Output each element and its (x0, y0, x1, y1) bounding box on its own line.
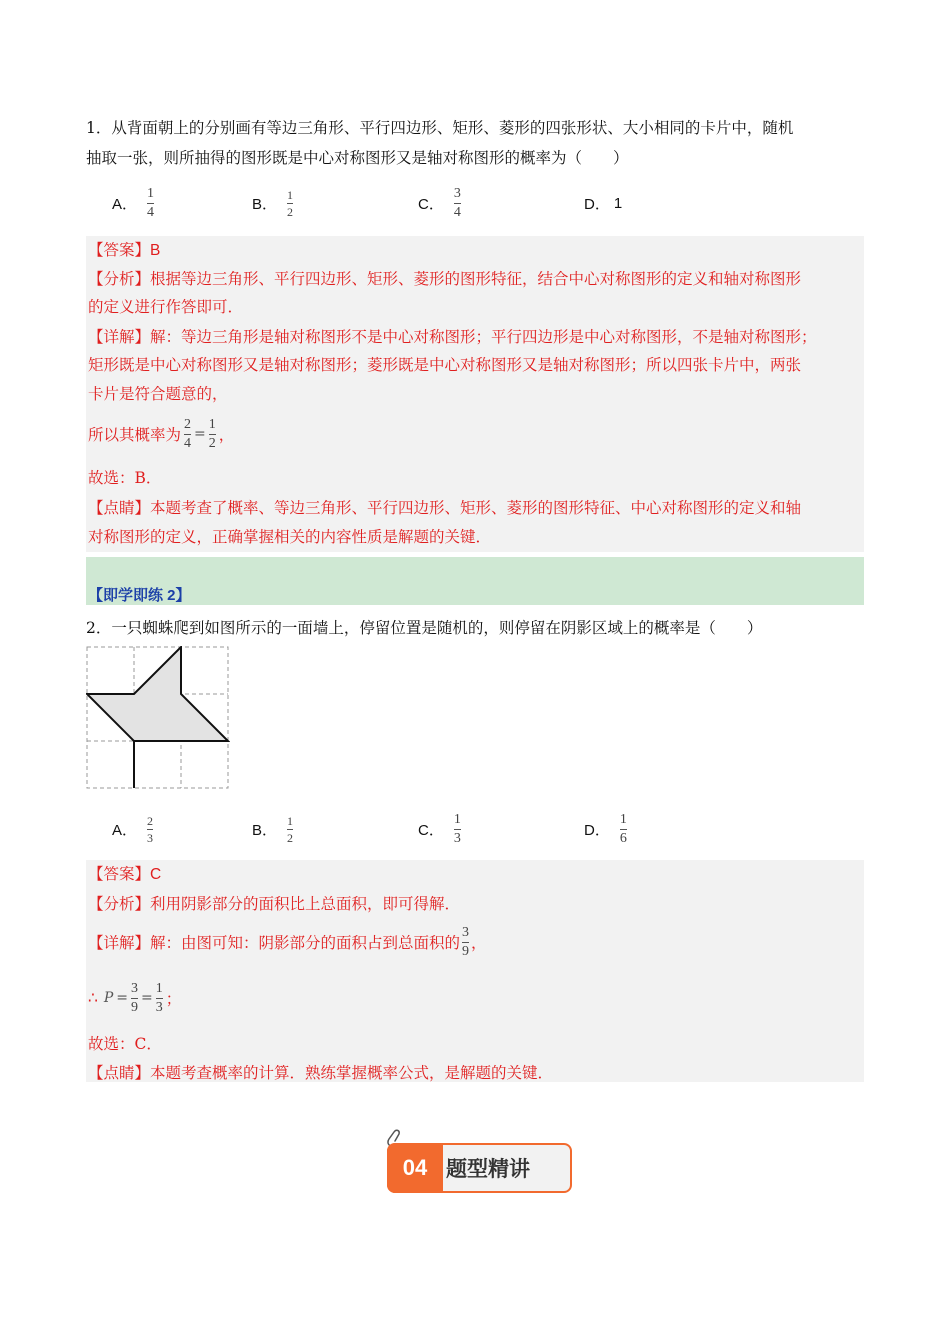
fraction-denominator: 2 (287, 830, 294, 845)
fraction-denominator: 3 (147, 830, 154, 845)
q1-option-b[interactable] (252, 181, 293, 225)
probability-suffix: ， (218, 426, 235, 444)
q2-text-line-1: 2．一只蜘蛛爬到如图所示的一面墙上，停留位置是随机的，则停留在阴影区域上的概率是（ ） (86, 619, 763, 637)
q2-answer-line (88, 862, 161, 884)
detail-text: 解：由图可知：阴影部分的面积占到总面积的 (150, 934, 461, 952)
option-label: B． (252, 195, 278, 213)
fraction-denominator: 2 (208, 435, 216, 451)
option-label: C． (418, 195, 444, 213)
comment-tag: 【点睛】 (88, 1064, 151, 1082)
analysis-tag: 【分析】 (88, 895, 151, 913)
option-fraction (454, 813, 461, 846)
fraction-numerator: 1 (147, 185, 155, 201)
fraction-denominator: 4 (147, 204, 155, 220)
fraction-denominator: 4 (453, 204, 461, 220)
detail-suffix: ， (471, 934, 487, 952)
answer-value: B (150, 242, 161, 259)
fraction-denominator: 9 (131, 999, 139, 1015)
practice-header (86, 557, 864, 605)
fraction-numerator: 1 (208, 416, 216, 432)
badge-number-block (387, 1143, 443, 1193)
fraction-numerator: 2 (147, 813, 154, 828)
q2-comment-line (88, 1061, 553, 1083)
probability-variable: P (103, 990, 114, 1006)
formula-fraction-1 (131, 982, 138, 1015)
q2-analysis-line-1 (88, 892, 460, 914)
formula-fraction-2 (156, 982, 163, 1015)
analysis-text: 利用阴影部分的面积比上总面积，即可得解． (150, 895, 461, 913)
analysis-text: 根据等边三角形、平行四边形、矩形、菱形的图形特征，结合中心对称图形的定义和轴对称图形 (150, 270, 802, 288)
option-label: A． (112, 821, 138, 839)
fraction-numerator: 3 (453, 185, 461, 201)
q1-comment-line-2: 对称图形的定义，正确掌握相关的内容性质是解题的关键． (88, 528, 492, 546)
q2-answer-box (86, 860, 864, 1082)
q1-option-c[interactable] (418, 181, 461, 225)
detail-tag: 【详解】 (88, 328, 151, 346)
fraction-denominator: 6 (619, 830, 627, 846)
q1-option-d[interactable] (584, 181, 622, 225)
q2-detail-line (88, 920, 487, 964)
probability-fraction-1 (184, 418, 191, 451)
fraction-numerator: 1 (287, 813, 294, 828)
option-label: D． (584, 821, 610, 839)
q2-formula-line (88, 976, 181, 1020)
section-badge (384, 1126, 570, 1196)
option-fraction (620, 813, 627, 846)
fraction-denominator: 3 (155, 999, 163, 1015)
badge-number: 04 (402, 1155, 428, 1180)
therefore-symbol: ∴ (88, 989, 98, 1007)
q1-detail-line-2: 矩形既是中心对称图形又是轴对称图形；菱形既是中心对称图形又是轴对称图形；所以四张卡片中，两张 (88, 356, 802, 374)
fraction-numerator: 1 (287, 187, 294, 202)
comment-text: 本题考查了概率、等边三角形、平行四边形、矩形、菱形的图形特征、中心对称图形的定义和轴 (150, 499, 802, 517)
fraction-denominator: 3 (453, 830, 461, 846)
probability-prefix: 所以其概率为 (88, 426, 182, 444)
answer-tag: 【答案】 (88, 865, 151, 883)
fraction-numerator: 1 (619, 811, 627, 827)
q2-choose-line: 故选：C． (88, 1035, 162, 1053)
fraction-denominator: 2 (287, 204, 294, 219)
q1-detail-line-3: 卡片是符合题意的， (88, 385, 228, 403)
option-fraction (287, 815, 293, 844)
equals-sign: = (116, 990, 129, 1006)
badge-title-block (446, 1143, 566, 1193)
formula-suffix: ； (165, 990, 182, 1008)
fraction-numerator: 3 (131, 980, 139, 996)
fraction-numerator: 2 (184, 416, 192, 432)
detail-tag: 【详解】 (88, 934, 151, 952)
option-fraction (147, 815, 153, 844)
q1-answer-box (86, 236, 864, 552)
badge-title: 题型精讲 (446, 1158, 530, 1181)
detail-fraction (462, 926, 469, 959)
fraction-denominator: 4 (184, 435, 192, 451)
option-label: D． (584, 195, 610, 213)
answer-value: C (150, 866, 162, 883)
q2-option-b[interactable] (252, 807, 293, 851)
q1-analysis-line-2: 的定义进行作答即可． (88, 298, 244, 316)
comment-tag: 【点睛】 (88, 499, 151, 517)
practice-header-label: 【即学即练 2】 (88, 587, 191, 604)
fraction-numerator: 3 (462, 924, 470, 940)
comment-text: 本题考查概率的计算．熟练掌握概率公式，是解题的关键． (150, 1064, 554, 1082)
fraction-numerator: 1 (453, 811, 461, 827)
probability-fraction-2 (209, 418, 216, 451)
detail-text: 解：等边三角形是轴对称图形不是中心对称图形；平行四边形是中心对称图形，不是轴对称图形； (150, 328, 817, 346)
analysis-tag: 【分析】 (88, 270, 151, 288)
option-fraction (287, 189, 293, 218)
equals-sign: = (194, 426, 206, 442)
equals-sign-2: = (141, 990, 153, 1006)
q1-answer-line (88, 238, 160, 260)
q1-analysis-line-1 (88, 267, 801, 289)
shaded-star (87, 647, 228, 788)
option-fraction (454, 187, 461, 220)
q1-comment-line-1 (88, 496, 801, 518)
q2-option-a[interactable] (112, 807, 153, 851)
q1-option-a[interactable] (112, 181, 154, 225)
option-label: C． (418, 821, 444, 839)
fraction-numerator: 1 (155, 980, 163, 996)
option-label: A． (112, 195, 138, 213)
q1-text-line-1: 1．从背面朝上的分别画有等边三角形、平行四边形、矩形、菱形的四张形状、大小相同的卡片中，随机 (86, 119, 794, 137)
q1-text-line-2: 抽取一张，则所抽得的图形既是中心对称图形又是轴对称图形的概率为（ ） (86, 149, 629, 167)
q1-choose-line: 故选：B． (88, 469, 162, 487)
q2-option-d[interactable] (584, 807, 627, 851)
q1-detail-line-1 (88, 325, 817, 347)
option-fraction (147, 187, 154, 220)
option-value: 1 (613, 194, 623, 212)
star-grid-figure (86, 646, 230, 790)
fraction-denominator: 9 (462, 943, 470, 959)
option-label: B． (252, 821, 278, 839)
answer-tag: 【答案】 (88, 241, 151, 259)
q1-probability-line (88, 412, 234, 456)
q2-option-c[interactable] (418, 807, 461, 851)
